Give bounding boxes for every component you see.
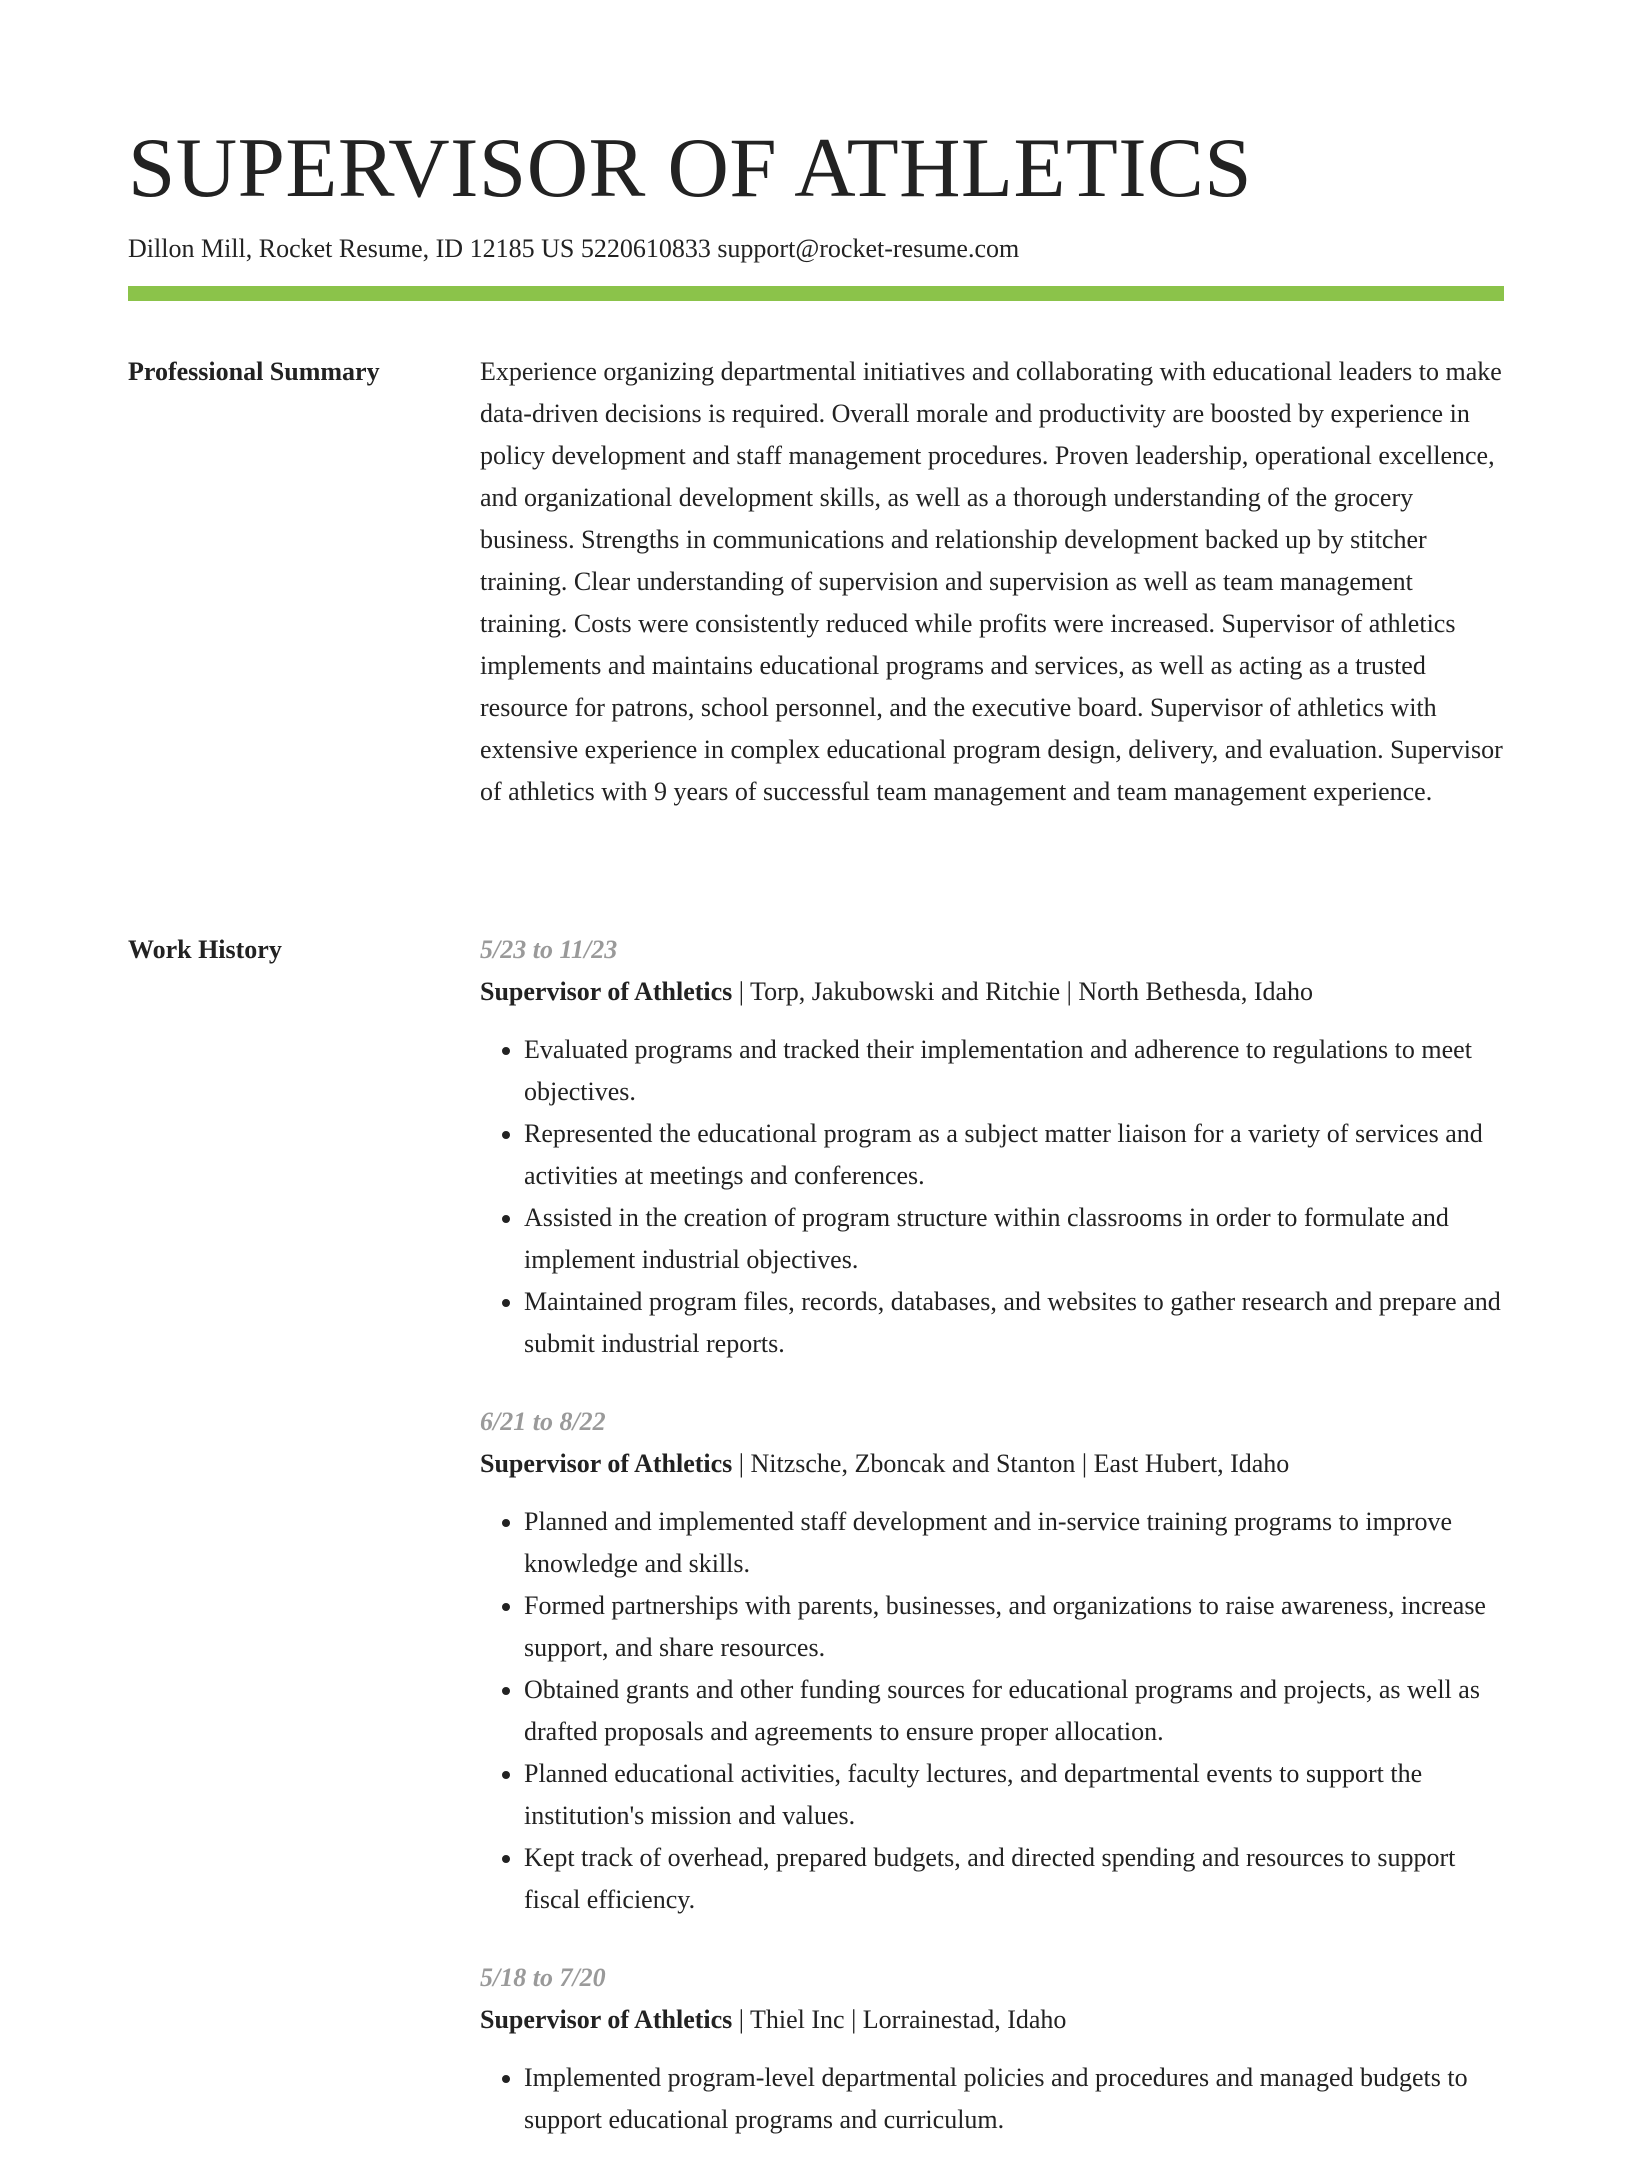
job-bullets	[480, 1029, 1504, 1365]
job-entry	[480, 1401, 1504, 1921]
header-divider	[128, 286, 1504, 301]
job-bullet: • Maintained program files, records, databases, and websites to gather research and prepare and submit industrial reports.	[524, 1281, 1504, 1365]
job-bullet: • Assisted in the creation of program structure within classrooms in order to formulate and implement industrial objectives.	[524, 1197, 1504, 1281]
job-bullets	[480, 1501, 1504, 1921]
job-heading	[480, 971, 1504, 1013]
job-entry	[480, 1957, 1504, 2141]
contact-line: Dillon Mill, Rocket Resume, ID 12185 US 5220610833 support@rocket-resume.com	[128, 234, 1020, 263]
job-bullet: • Implemented program-level departmental policies and procedures and managed budgets to support educational programs and curriculum.	[524, 2057, 1504, 2141]
job-bullet: • Kept track of overhead, prepared budgets, and directed spending and resources to support fiscal efficiency.	[524, 1837, 1504, 1921]
job-details: | Nitzsche, Zboncak and Stanton | East Hubert, Idaho	[732, 1449, 1290, 1478]
job-heading	[480, 1999, 1504, 2041]
job-bullet: • Formed partnerships with parents, businesses, and organizations to raise awareness, increase support, and share resources.	[524, 1585, 1504, 1669]
summary-body	[480, 351, 1504, 813]
job-details: | Torp, Jakubowski and Ritchie | North Bethesda, Idaho	[732, 977, 1314, 1006]
job-bullets	[480, 2057, 1504, 2141]
section-heading: Work History	[128, 935, 282, 964]
job-title: Supervisor of Athletics	[480, 2005, 733, 2034]
job-details: | Thiel Inc | Lorrainestad, Idaho	[732, 2005, 1067, 2034]
job-dates: 5/18 to 7/20	[480, 1963, 606, 1992]
job-title: Supervisor of Athletics	[480, 1449, 733, 1478]
job-dates: 5/23 to 11/23	[480, 935, 618, 964]
job-bullet: • Obtained grants and other funding sources for educational programs and projects, as well as drafted proposals and agreements to ensure proper allocation.	[524, 1669, 1504, 1753]
job-bullet: • Planned and implemented staff development and in-service training programs to improve knowledge and skills.	[524, 1501, 1504, 1585]
summary-text: Experience organizing departmental initiatives and collaborating with educational leaders to make data-driven decisions is required. Overall morale and productivity are boosted by experience in policy development and staff management procedures. Proven leadership, operational excellence, and organizational development skills, as well as a thorough understanding of the grocery business. Strengths in communications and relationship development backed up by stitcher training. Clear understanding of supervision and supervision as well as team management training. Costs were consistently reduced while profits were increased. Supervisor of athletics implements and maintains educational programs and services, as well as acting as a trusted resource for patrons, school personnel, and the executive board. Supervisor of athletics with extensive experience in complex educational program design, delivery, and evaluation. Supervisor of athletics with 9 years of successful team management and team management experience.	[480, 357, 1503, 806]
job-dates: 6/21 to 8/22	[480, 1407, 606, 1436]
resume-title: SUPERVISOR OF ATHLETICS	[128, 121, 1253, 215]
job-entry	[480, 929, 1504, 1365]
job-bullet: • Planned educational activities, faculty lectures, and departmental events to support the institution's mission and values.	[524, 1753, 1504, 1837]
job-heading	[480, 1443, 1504, 1485]
job-title: Supervisor of Athletics	[480, 977, 733, 1006]
section-heading: Professional Summary	[128, 357, 380, 386]
job-bullet: • Represented the educational program as a subject matter liaison for a variety of services and activities at meetings and conferences.	[524, 1113, 1504, 1197]
job-bullet: • Evaluated programs and tracked their implementation and adherence to regulations to meet objectives.	[524, 1029, 1504, 1113]
job-list	[480, 929, 1504, 2177]
